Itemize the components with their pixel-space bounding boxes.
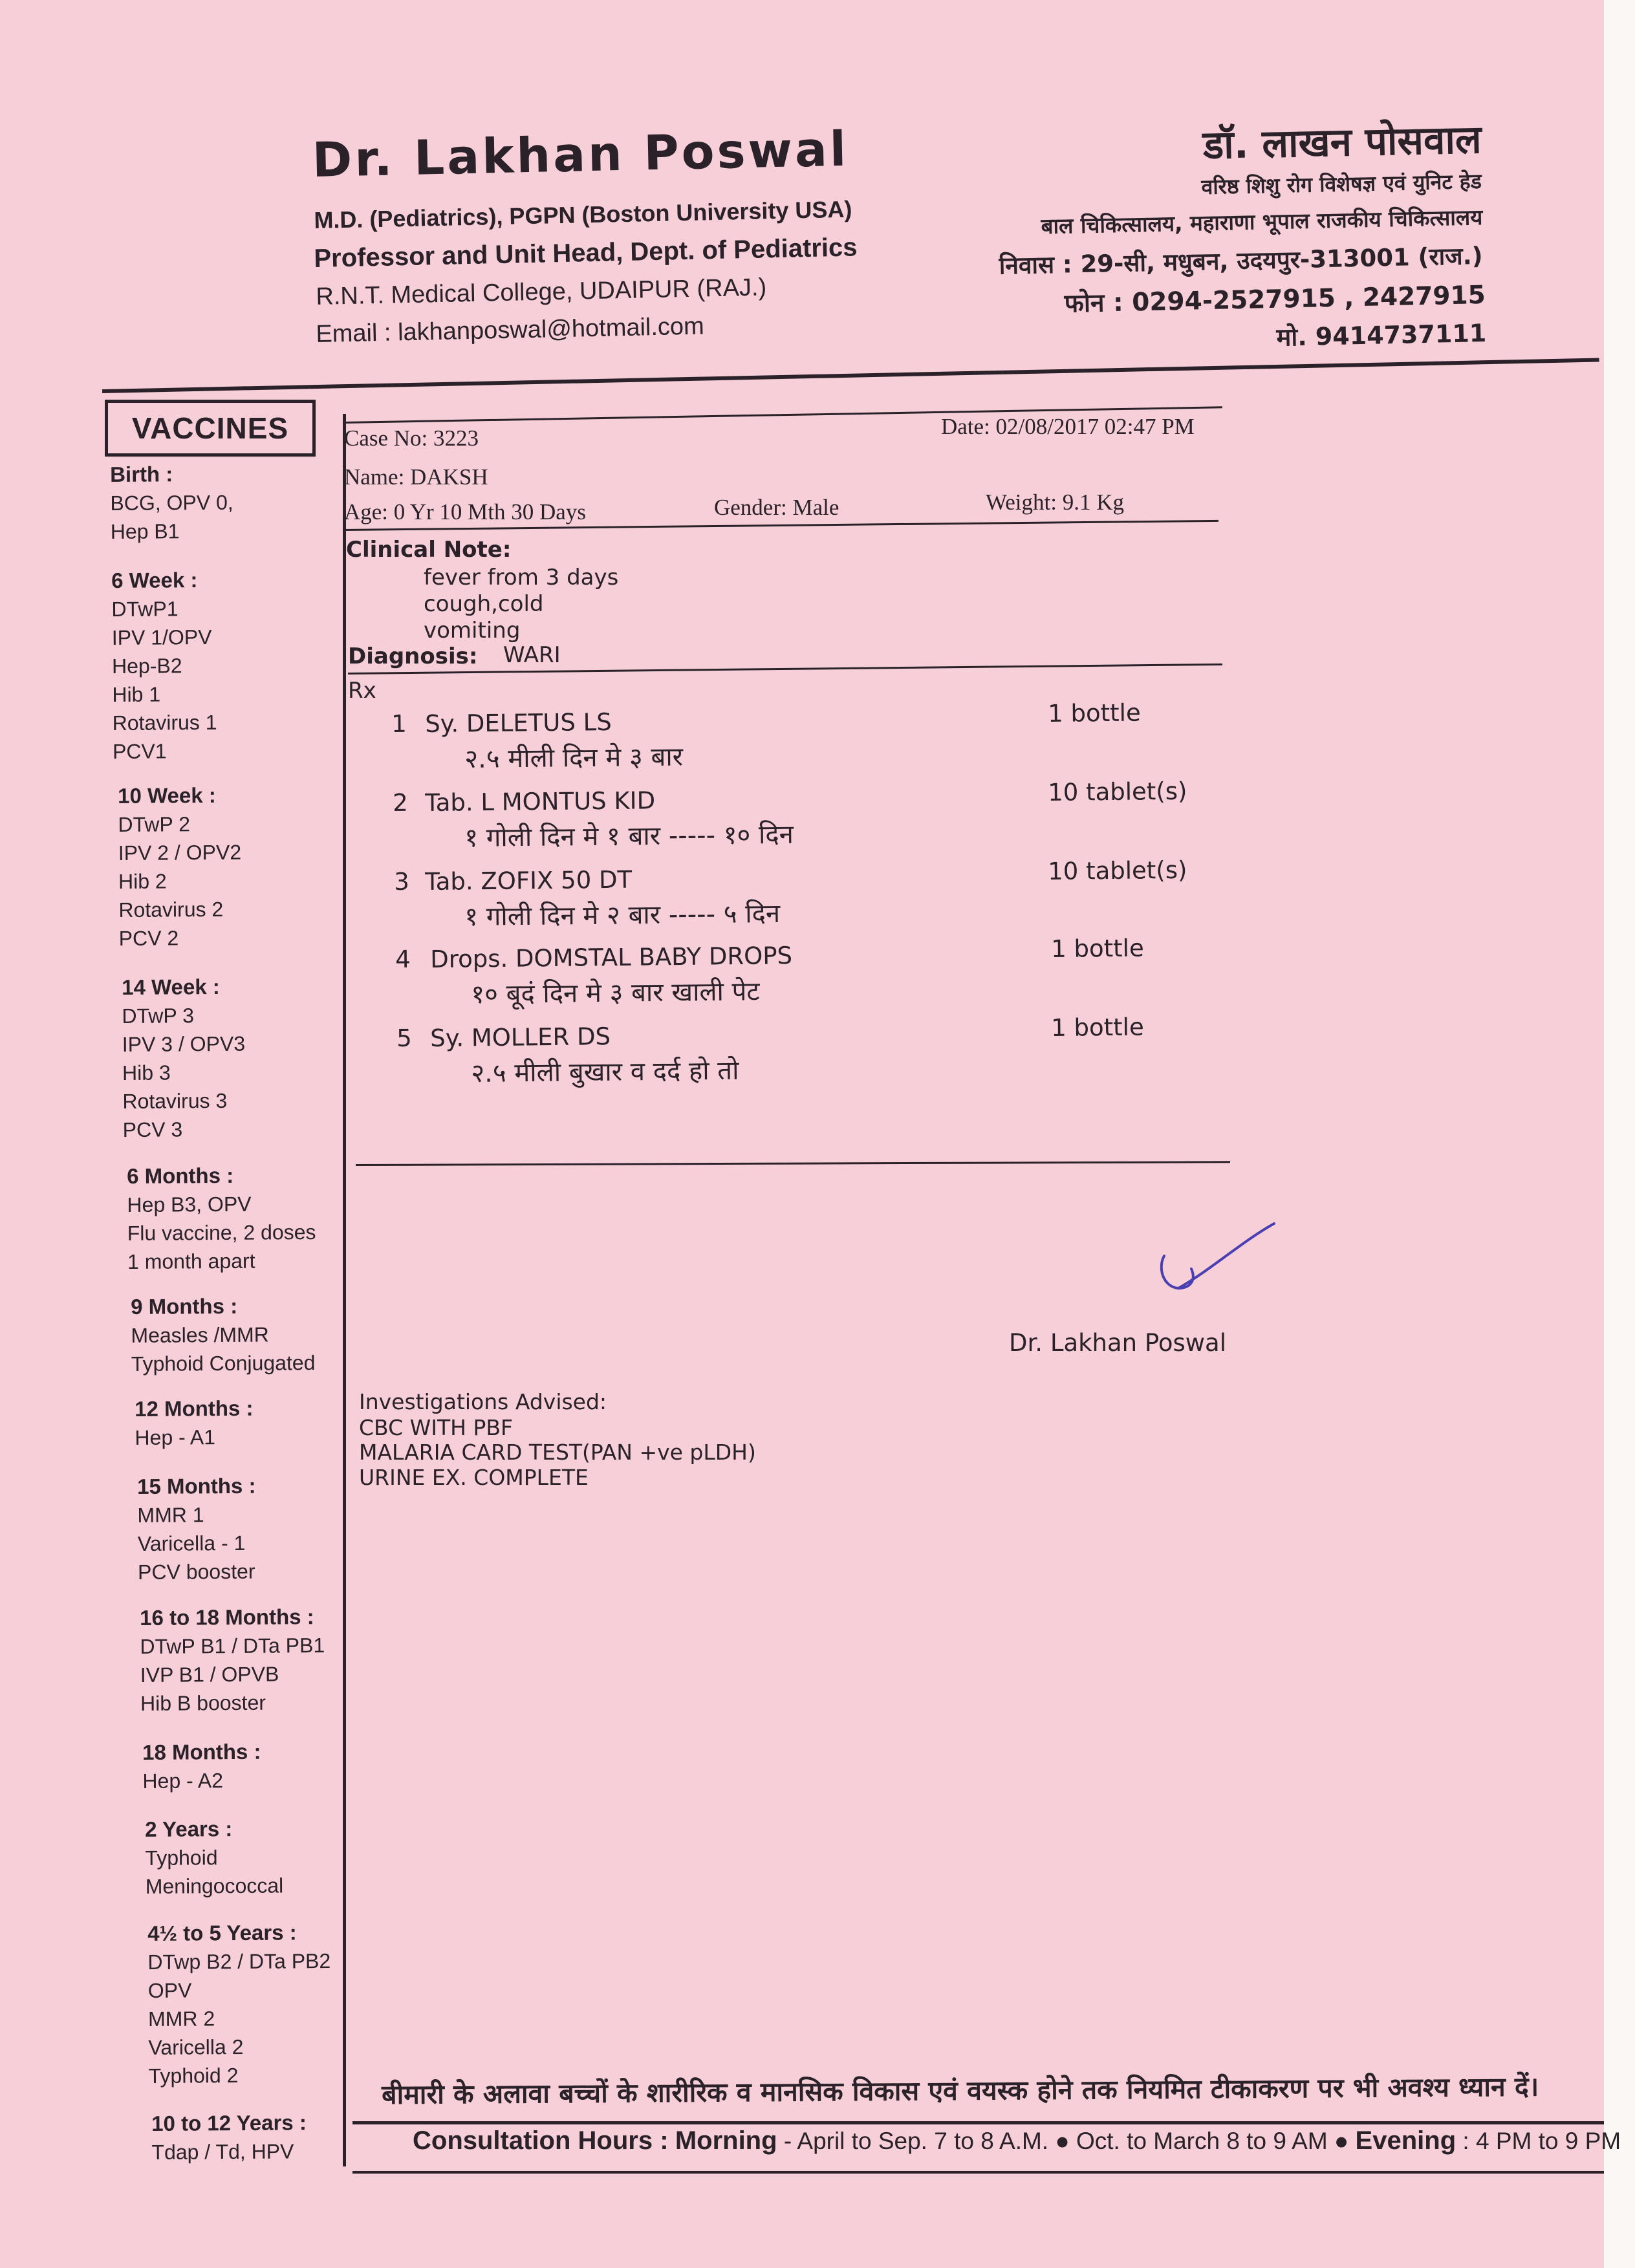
investigation-1: CBC WITH PBF [359,1415,513,1440]
medicine-name: Tab. ZOFIX 50 DT [425,865,633,896]
investigation-2: MALARIA CARD TEST(PAN +ve pLDH) [359,1440,756,1465]
rx-label: Rx [348,678,376,704]
vaccine-section-title: 12 Months : [135,1396,254,1421]
vaccine-section [142,1738,261,1795]
vaccine-item: BCG, OPV 0, [110,490,233,515]
vaccine-item: Hib B booster [140,1690,266,1715]
vaccine-item: Measles /MMR [131,1323,269,1347]
vaccine-item: Hib 2 [118,869,167,893]
vaccine-section-title: 6 Week : [111,568,198,592]
vaccine-item: PCV1 [112,739,167,763]
vaccines-title: VACCINES [105,400,316,457]
evening-hours: : 4 PM to 9 PM [1456,2128,1621,2154]
hindi-hospital: बाल चिकित्सालय, महाराणा भूपाल राजकीय चिकित्सालय [1041,204,1483,239]
medicine-quantity: 10 tablet(s) [1048,856,1187,885]
vaccine-section-title: 14 Week : [122,974,220,999]
case-number: Case No: 3223 [344,426,479,451]
footer-rule [352,2121,1604,2124]
vaccine-item: IPV 1/OPV [111,625,212,649]
clinical-note-label: Clinical Note: [346,537,512,563]
patient-age: Age: 0 Yr 10 Mth 30 Days [344,499,586,524]
medicine-quantity: 1 bottle [1051,1013,1144,1042]
vaccine-section [122,973,246,1144]
medicine-dose: १० बूदं दिन मे ३ बार खाली पेट [471,977,760,1010]
vaccine-item: Typhoid [145,1846,218,1870]
vaccine-item: IVP B1 / OPVB [140,1662,279,1687]
vaccine-item: Rotavirus 3 [122,1088,228,1113]
clinical-note-3: vomiting [424,618,521,643]
medicine-number: 4 [395,945,411,973]
vaccine-item: DTwP1 [111,597,179,621]
patient-name: Name: DAKSH [344,464,488,490]
visit-date: Date: 02/08/2017 02:47 PM [941,414,1195,439]
vaccine-item: Typhoid 2 [148,2064,239,2088]
medicine-number: 1 [391,709,407,738]
header-divider [102,358,1599,393]
medicine-number: 3 [394,867,409,896]
vaccine-item: Meningococcal [145,1874,284,1898]
patient-gender: Gender: Male [714,495,839,520]
medicine-dose: १ गोली दिन मे २ बार ----- ५ दिन [464,898,781,932]
vaccine-section-title: 9 Months : [131,1293,238,1319]
vaccine-section-title: 10 to 12 Years : [151,2110,307,2135]
vaccine-item: MMR 1 [137,1503,204,1527]
vaccine-item: Hib 3 [122,1061,171,1085]
hindi-phone: फोन : 0294-2527915 , 2427915 [1064,280,1486,319]
vaccine-item: DTwP 3 [122,1004,195,1028]
vaccine-section-title: 15 Months : [137,1473,256,1498]
sidebar-divider [343,414,346,2166]
vaccine-section [147,1918,332,2090]
vaccine-item: PCV 2 [118,926,179,950]
college: R.N.T. Medical College, UDAIPUR (RAJ.) [316,274,767,310]
medicine-number: 5 [396,1024,412,1052]
diagnosis-rule [348,664,1222,675]
vaccine-item: Typhoid Conjugated [131,1351,316,1376]
vaccine-item: Varicella - 1 [137,1531,246,1555]
investigation-3: URINE EX. COMPLETE [359,1465,589,1490]
diagnosis-value: WARI [503,642,561,668]
vaccine-section [140,1603,325,1718]
vaccine-section-title: 6 Months : [127,1163,234,1188]
investigations-label: Investigations Advised: [359,1389,607,1414]
vaccine-section [127,1161,316,1276]
vaccine-section [110,460,233,546]
vaccine-section [145,1815,283,1901]
morning-hours: - April to Sep. 7 to 8 A.M. ● Oct. to March 8 to 9 AM ● [777,2128,1356,2154]
medicine-name: Sy. DELETUS LS [425,707,612,738]
medicine-number: 2 [393,788,408,817]
vaccine-item: Rotavirus 1 [112,710,217,735]
vaccine-item: DTwp B2 / DTa PB2 [147,1949,331,1974]
consult-label: Consultation Hours : [413,2126,669,2155]
vaccine-item: PCV 3 [122,1118,183,1141]
vaccine-item: DTwP 2 [118,812,191,836]
hindi-mobile: मो. 9414737111 [1276,318,1488,352]
vaccine-item: Hep-B2 [111,654,182,678]
vaccine-item: MMR 2 [147,2007,215,2031]
vaccine-item: Hep B1 [110,519,180,543]
vaccine-item: DTwP B1 / DTa PB1 [140,1634,325,1658]
morning-label: Morning [675,2126,777,2155]
medicine-dose: २.५ मीली दिन मे ३ बार [464,742,684,774]
diagnosis-label: Diagnosis: [348,643,478,669]
vaccine-section [135,1394,254,1452]
medicine-quantity: 1 bottle [1051,934,1144,963]
signature-mark [1151,1216,1281,1306]
vaccine-item: IPV 2 / OPV2 [118,840,242,865]
hindi-address: निवास : 29-सी, मधुबन, उदयपुर-313001 (राज.) [999,241,1484,280]
vaccine-item: Hep - A2 [142,1769,224,1793]
vaccine-section [131,1291,316,1378]
vaccine-section-title: Birth : [110,462,173,486]
medicine-dose: २.५ मीली बुखार व दर्द हो तो [471,1055,739,1088]
clinical-note-2: cough,cold [424,591,544,617]
vaccine-section-title: 10 Week : [118,783,216,808]
vaccine-item: Rotavirus 2 [118,897,224,922]
signature-name: Dr. Lakhan Poswal [1009,1329,1226,1357]
hindi-doctor-name: डॉ. लाखन पोसवाल [1202,116,1482,169]
hindi-title: वरिष्ठ शिशु रोग विशेषज्ञ एवं युनिट हेड [1200,168,1482,200]
vaccine-item: Varicella 2 [148,2035,244,2059]
rx-end-rule [356,1161,1230,1166]
doctor-name: Dr. Lakhan Poswal [312,121,850,188]
position: Professor and Unit Head, Dept. of Pediatrics [314,233,858,273]
vaccine-section [111,566,217,766]
vaccine-section-title: 2 Years : [145,1817,233,1841]
vaccine-item: 1 month apart [127,1249,255,1273]
vaccine-item: PCV booster [137,1559,255,1584]
vaccine-section [137,1472,257,1586]
medicine-name: Tab. L MONTUS KID [425,786,656,817]
vaccine-item: IPV 3 / OPV3 [122,1031,246,1056]
vaccine-item: Hep - A1 [135,1425,216,1449]
medicine-quantity: 10 tablet(s) [1048,777,1187,806]
qualifications: M.D. (Pediatrics), PGPN (Boston University USA) [314,195,852,233]
patient-weight: Weight: 9.1 Kg [986,490,1124,515]
medicine-name: Drops. DOMSTAL BABY DROPS [430,942,793,973]
medicine-name: Sy. MOLLER DS [430,1022,611,1052]
vaccine-section-title: 16 to 18 Months : [140,1604,314,1630]
vaccine-item: Flu vaccine, 2 doses [127,1220,316,1245]
consultation-hours [413,2126,1621,2155]
vaccine-section-title: 18 Months : [142,1739,261,1764]
vaccine-section [118,781,242,953]
footer-hindi-note: बीमारी के अलावा बच्चों के शारीरिक व मानसिक विकास एवं वयस्क होने तक नियमित टीकाकरण पर भी अवश्य ध्यान दें। [382,2071,1539,2110]
vaccine-section-title: 4½ to 5 Years : [147,1920,297,1945]
vaccine-item: Hib 1 [112,682,161,706]
page-edge [1604,0,1635,2268]
footer-bottom-rule [352,2171,1604,2174]
email: Email : lakhanposwal@hotmail.com [316,312,705,348]
medicine-quantity: 1 bottle [1048,698,1141,728]
vaccine-section [151,2108,307,2166]
vaccine-item: Hep B3, OPV [127,1192,252,1216]
evening-label: Evening [1355,2126,1456,2155]
vaccine-item: OPV [147,1978,192,2002]
vaccine-item: Tdap / Td, HPV [151,2139,294,2164]
medicine-dose: १ गोली दिन मे १ बार ----- १० दिन [464,819,794,853]
clinical-note-1: fever from 3 days [424,565,619,590]
